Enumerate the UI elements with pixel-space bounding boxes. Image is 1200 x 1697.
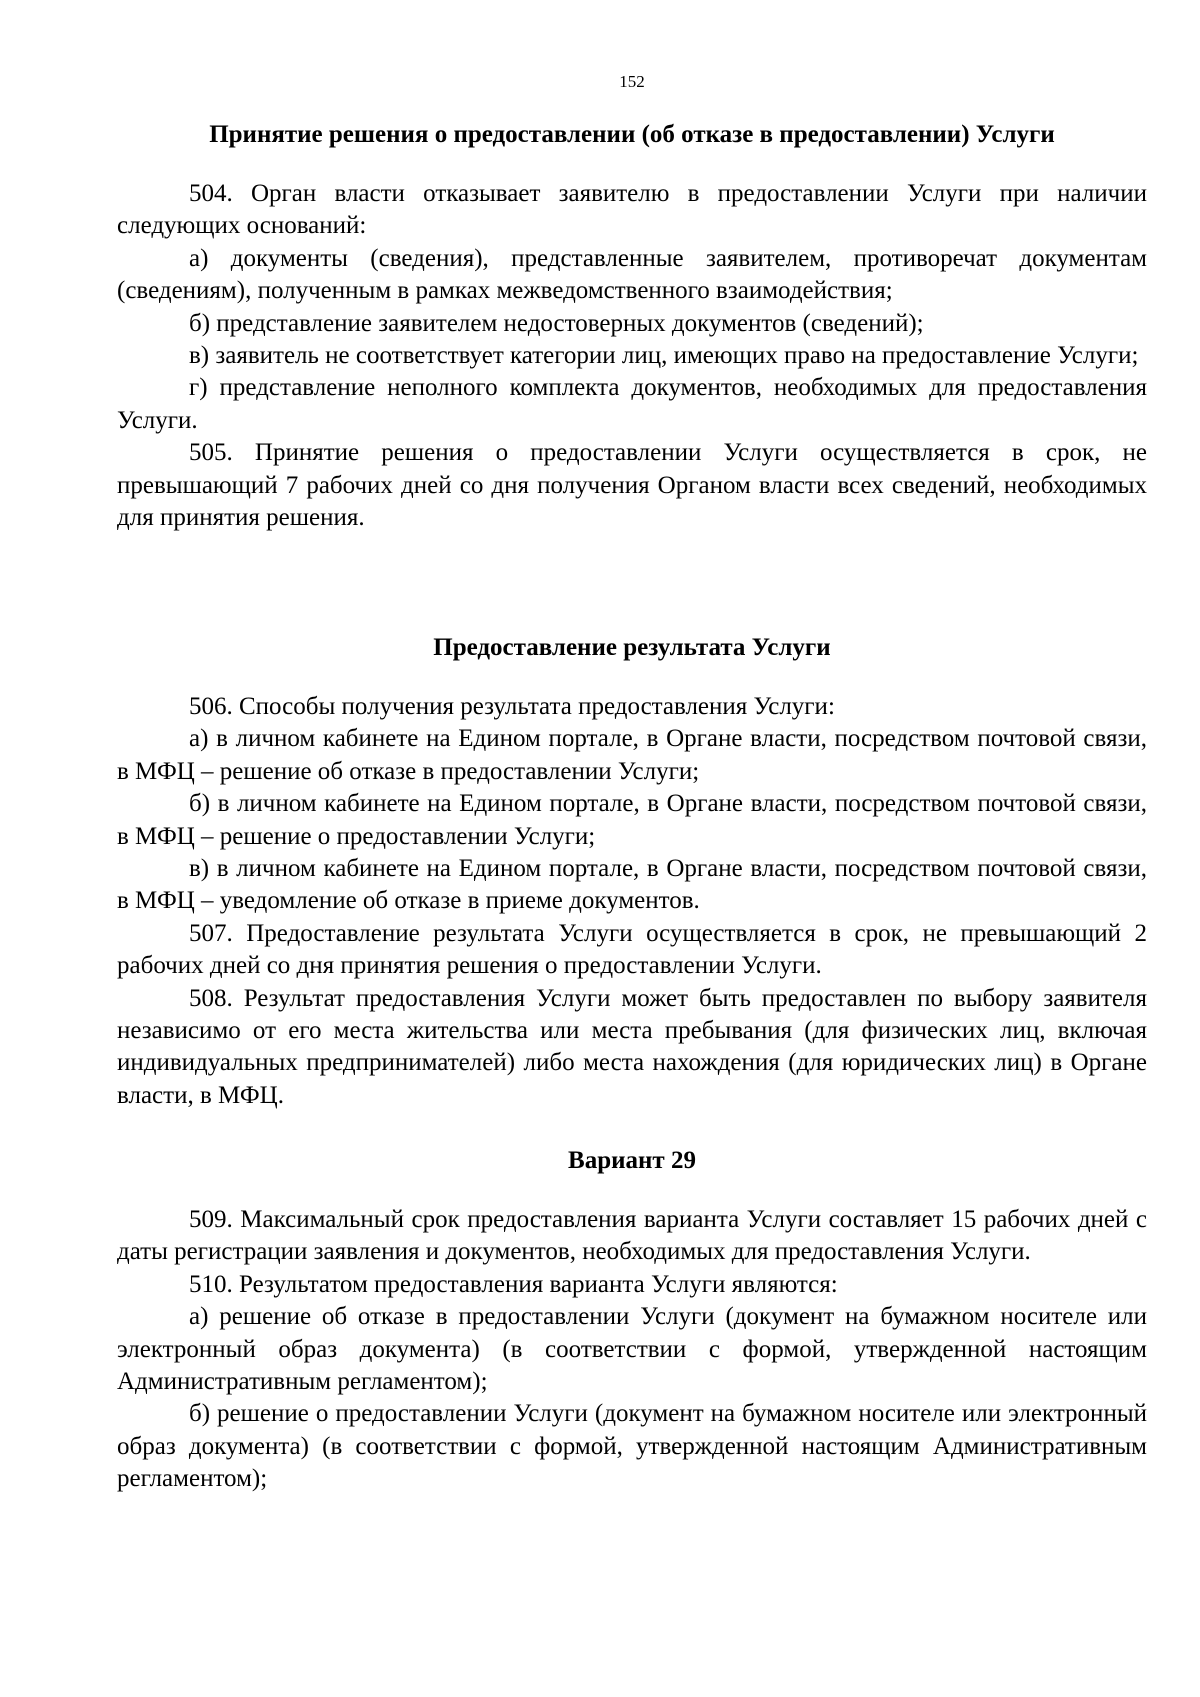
paragraph-508: 508. Результат предоставления Услуги может быть предоставлен по выбору заявителя независимо от его места жительства или места пребывания (для физических лиц, включая индивидуальных предпринимателей) либо места нахождения (для юридических лиц) в Органе власти, в МФЦ. [117, 984, 1147, 1109]
paragraph-504-b: б) представление заявителем недостоверных документов (сведений); [189, 309, 924, 337]
paragraph-507: 507. Предоставление результата Услуги осуществляется в срок, не превышающий 2 рабочих дней со дня принятия решения о предоставлении Услуги. [117, 919, 1147, 980]
paragraph-505: 505. Принятие решения о предоставлении Услуги осуществляется в срок, не превышающий 7 рабочих дней со дня получения Органом власти всех сведений, необходимых для принятия решения. [117, 439, 1147, 532]
section-heading-decision: Принятие решения о предоставлении (об отказе в предоставлении) Услуги [209, 121, 1055, 148]
paragraph-510-b: б) решение о предоставлении Услуги (документ на бумажном носителе или электронный образ документа) (в соответствии с формой, утвержденной настоящим Административным регламентом); [117, 1400, 1147, 1493]
paragraph-510-a: а) решение об отказе в предоставлении Услуги (документ на бумажном носителе или электронный образ документа) (в соответствии с формой, утвержденной настоящим Административным регламентом); [117, 1303, 1147, 1396]
paragraph-506: 506. Способы получения результата предоставления Услуги: [189, 693, 835, 720]
paragraph-504-g: г) представление неполного комплекта документов, необходимых для предоставления Услуги. [117, 374, 1147, 434]
paragraph-506-v: в) в личном кабинете на Едином портале, в Органе власти, посредством почтовой связи, в МФЦ – уведомление об отказе в приеме документов. [117, 855, 1147, 915]
paragraph-504: 504. Орган власти отказывает заявителю в предоставлении Услуги при наличии следующих оснований: [117, 180, 1147, 240]
page-number: 152 [619, 72, 645, 91]
paragraph-506-b: б) в личном кабинете на Едином портале, в Органе власти, посредством почтовой связи, в МФЦ – решение о предоставлении Услуги; [117, 790, 1147, 850]
paragraph-504-a: а) документы (сведения), представленные заявителем, противоречат документам (сведениям), полученным в рамках межведомственного взаимодействия; [117, 244, 1147, 305]
section-heading-variant: Вариант 29 [568, 1147, 696, 1174]
paragraph-509: 509. Максимальный срок предоставления варианта Услуги составляет 15 рабочих дней с даты регистрации заявления и документов, необходимых для предоставления Услуги. [117, 1206, 1147, 1266]
section-heading-result: Предоставление результата Услуги [433, 634, 831, 661]
paragraph-510: 510. Результатом предоставления варианта Услуги являются: [189, 1270, 838, 1298]
section-body-decision [117, 178, 1147, 534]
paragraph-504-v: в) заявитель не соответствует категории лиц, имеющих право на предоставление Услуги; [189, 342, 1139, 370]
section-body-result [117, 691, 1147, 1112]
section-body-variant [117, 1204, 1147, 1496]
paragraph-506-a: а) в личном кабинете на Едином портале, в Органе власти, посредством почтовой связи, в МФЦ – решение об отказе в предоставлении Услуги; [117, 725, 1147, 785]
